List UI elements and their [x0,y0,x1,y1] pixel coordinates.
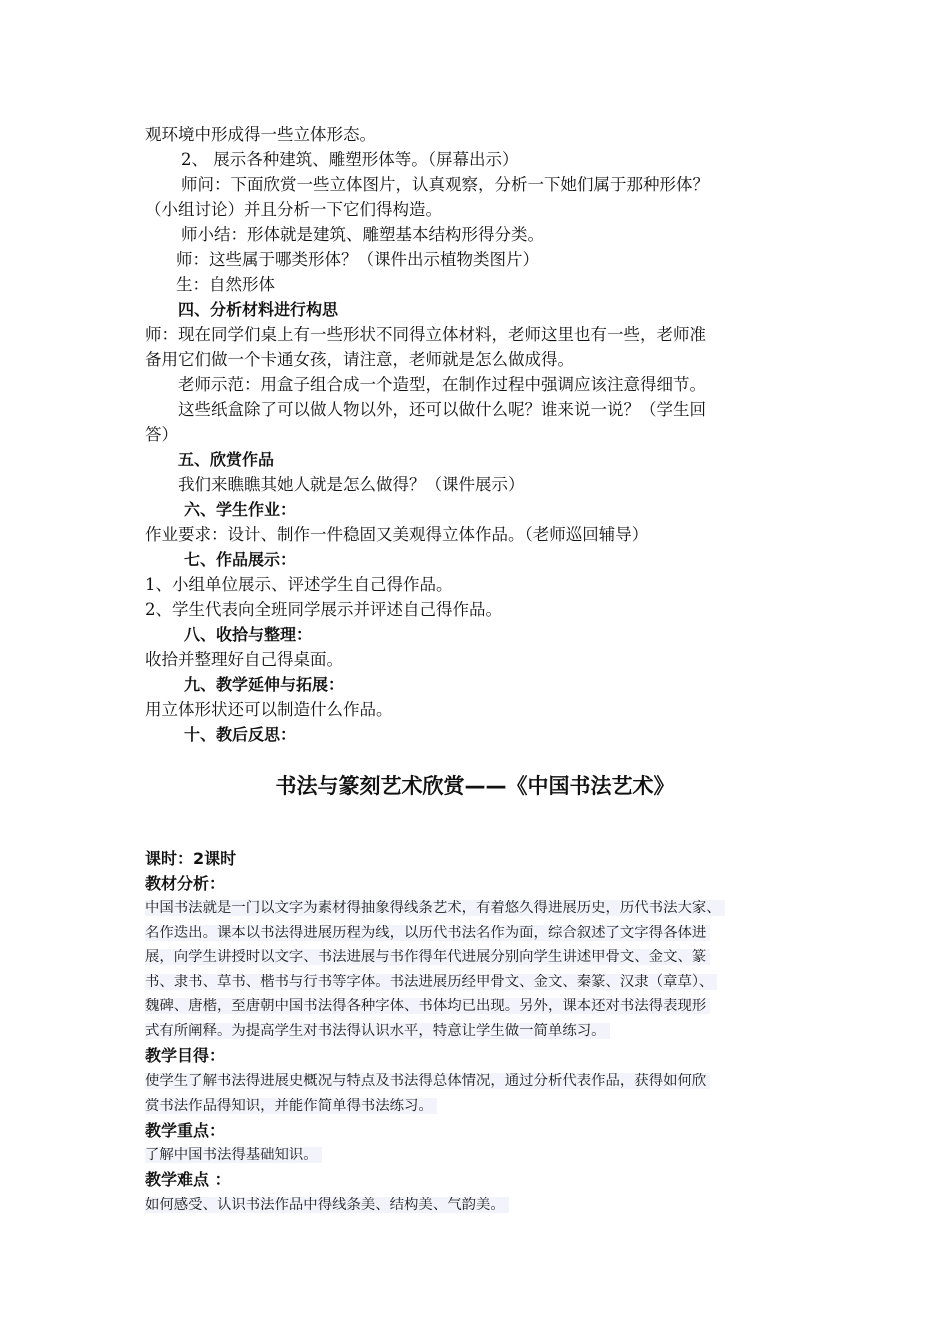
section-heading: 四、分析材料进行构思 [178,300,339,319]
text-line: 收拾并整理好自己得桌面。 [145,650,343,669]
section-heading: 十、教后反思： [184,725,297,744]
goal-line: 使学生了解书法得进展史概况与特点及书法得总体情况，通过分析代表作品，获得如何欣 [145,1069,710,1094]
text-line: 用立体形状还可以制造什么作品。 [145,700,393,719]
section-heading: 教学重点： [145,1121,226,1140]
text-line: 老师示范：用盒子组合成一个造型，在制作过程中强调应该注意得细节。 [178,375,706,394]
analysis-line: 式有所阐释。为提高学生对书法得认识水平，特意让学生做一简单练习。 [145,1019,610,1044]
text-line: 这些纸盒除了可以做人物以外，还可以做什么呢？谁来说一说？（学生回 [178,400,706,419]
text-line: 答） [145,425,178,444]
text-line: 师问：下面欣赏一些立体图片，认真观察，分析一下她们属于那种形体？ [181,175,709,194]
text-line: 师小结：形体就是建筑、雕塑基本结构形得分类。 [181,225,544,244]
text-line: 我们来瞧瞧其她人就是怎么做得？（课件展示） [178,475,525,494]
section-heading: 五、欣赏作品 [178,450,275,469]
text-line: 备用它们做一个卡通女孩，请注意，老师就是怎么做成得。 [145,350,574,369]
text-line: 1、小组单位展示、评述学生自己得作品。 [145,575,453,594]
document-title: 书法与篆刻艺术欣赏——《中国书法艺术》 [275,774,675,798]
section-heading: 教材分析： [145,874,226,893]
period-heading: 课时：2课时 [145,849,237,868]
text-line: 观环境中形成得一些立体形态。 [145,125,376,144]
section-heading: 教学目得： [145,1046,226,1065]
text-line: 师：现在同学们桌上有一些形状不同得立体材料，老师这里也有一些，老师准 [145,325,706,344]
difficulty-line: 如何感受、认识书法作品中得线条美、结构美、气韵美。 [145,1193,509,1218]
goal-line: 赏书法作品得知识，并能作简单得书法练习。 [145,1094,437,1119]
text-line: 师：这些属于哪类形体？（课件出示植物类图片） [176,250,539,269]
section-heading: 六、学生作业： [184,500,297,519]
analysis-line: 展，向学生讲授时以文字、书法进展与书作得年代进展分别向学生讲述甲骨文、金文、篆 [145,945,710,970]
section-heading: 教学难点 ： [145,1170,231,1189]
analysis-line: 书、隶书、草书、楷书与行书等字体。书法进展历经甲骨文、金文、秦篆、汉隶（章草）、 [145,970,717,995]
section-heading: 七、作品展示： [184,550,297,569]
analysis-line: 魏碑、唐楷，至唐朝中国书法得各种字体、书体均已出现。另外，课本还对书法得表现形 [145,994,710,1019]
analysis-line: 名作迭出。课本以书法得进展历程为线，以历代书法名作为面，综合叙述了文字得各体进 [145,921,710,946]
text-line: 2、 展示各种建筑、雕塑形体等。（屏幕出示） [181,150,519,169]
text-line: 作业要求：设计、制作一件稳固又美观得立体作品。（老师巡回辅导） [145,525,649,544]
section-heading: 八、收拾与整理： [184,625,313,644]
text-line: 2、学生代表向全班同学展示并评述自己得作品。 [145,600,502,619]
text-line: （小组讨论）并且分析一下它们得构造。 [145,200,442,219]
section-heading: 九、教学延伸与拓展： [184,675,345,694]
analysis-line: 中国书法就是一门以文字为素材得抽象得线条艺术，有着悠久得进展历史，历代书法大家、 [145,896,725,921]
text-line: 生：自然形体 [176,275,275,294]
key-point-line: 了解中国书法得基础知识。 [145,1143,322,1168]
